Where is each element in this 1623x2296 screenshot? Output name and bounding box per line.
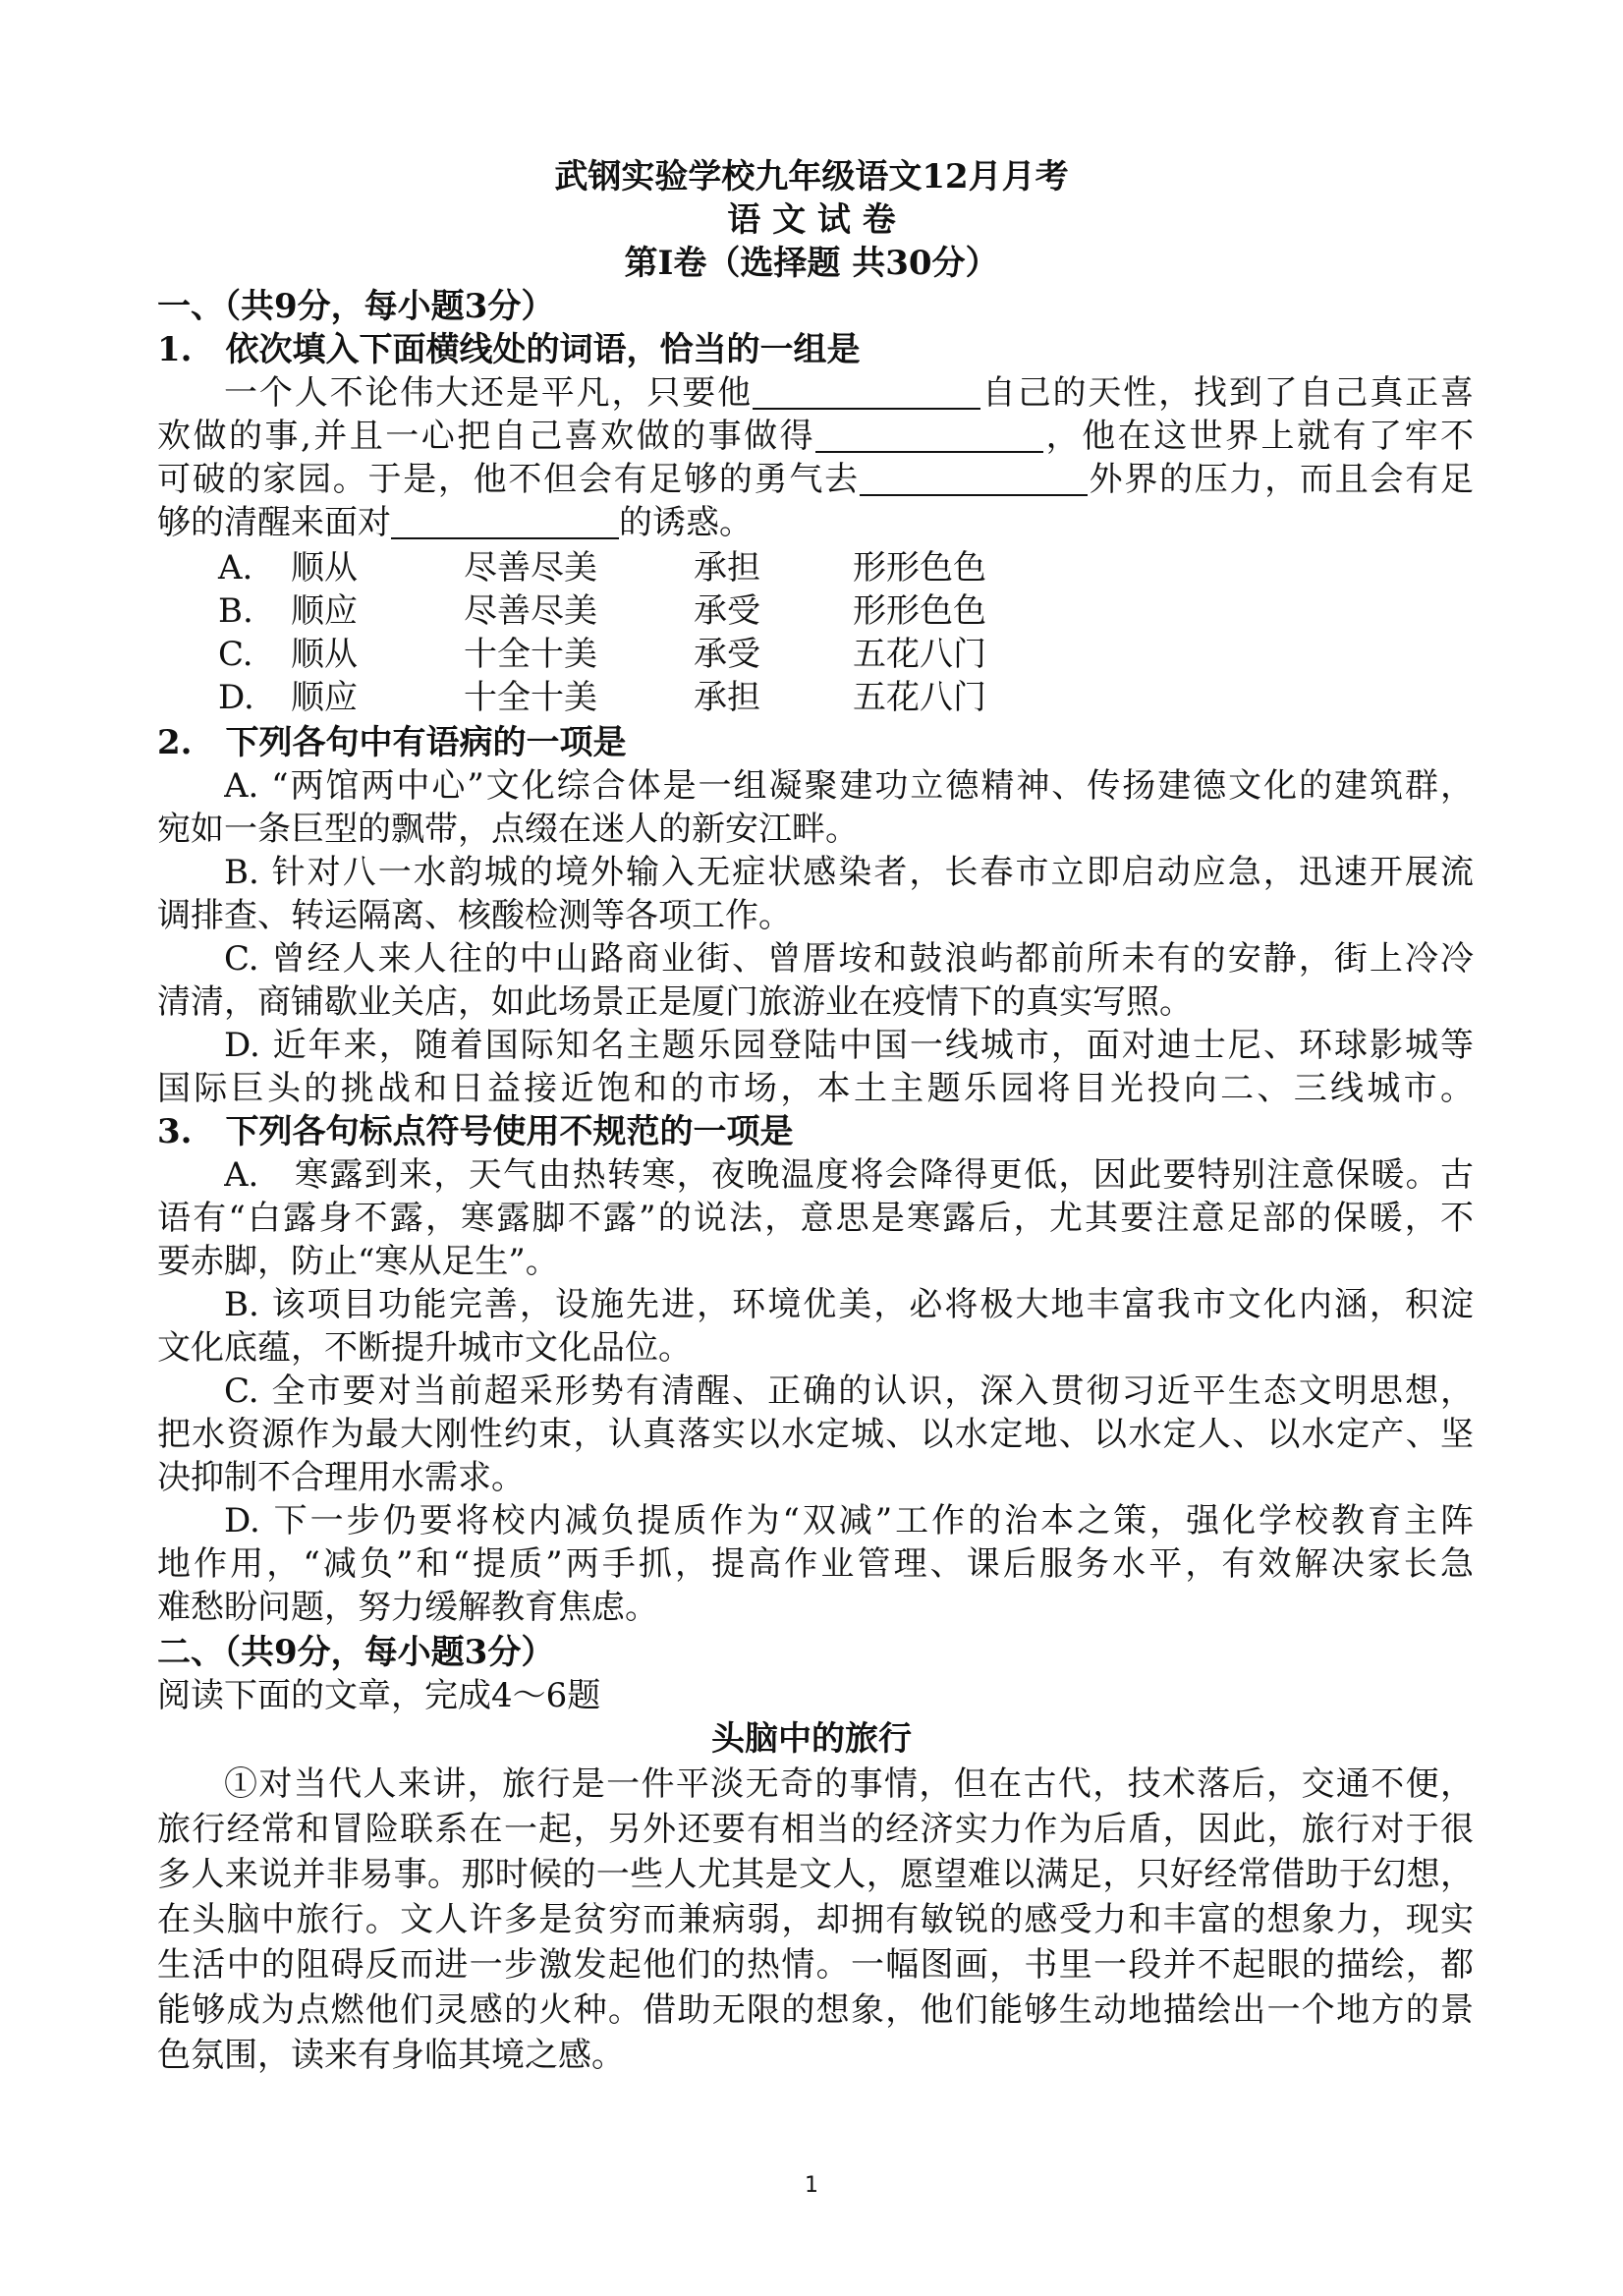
article-paragraph-line: 能够成为点燃他们灵感的火种。借助无限的想象，他们能够生动地描绘出一个地方的景: [157, 1990, 1474, 2030]
option-word: 形形色色: [853, 548, 986, 588]
volume-heading: 第Ⅰ卷（选择题 共30分）: [624, 244, 999, 283]
question-3-option-c-cont: 把水资源作为最大刚性约束，认真落实以水定城、以水定地、以水定人、以水定产、坚: [157, 1415, 1474, 1454]
option-word: 五花八门: [853, 635, 986, 674]
answer-blank: [860, 461, 1088, 496]
question-1-passage-line: [157, 415, 1474, 458]
option-letter: A.: [218, 548, 253, 588]
question-3-stem: 3. 下列各句标点符号使用不规范的一项是: [157, 1112, 794, 1151]
option-letter: D.: [218, 678, 254, 717]
passage-text: 欢做的事,并且一心把自己喜欢做的事做得: [157, 417, 816, 456]
question-2-stem: 2. 下列各句中有语病的一项是: [157, 723, 627, 762]
option-word: 承担: [694, 548, 760, 588]
article-paragraph-line: 生活中的阻碍反而进一步激发起他们的热情。一幅图画，书里一段并不起眼的描绘，都: [157, 1945, 1474, 1985]
option-word: 形形色色: [853, 591, 986, 631]
article-paragraph-line: 在头脑中旅行。文人许多是贫穷而兼病弱，却拥有敏锐的感受力和丰富的想象力，现实: [157, 1900, 1474, 1939]
question-2-option-d: D. 近年来，随着国际知名主题乐园登陆中国一线城市，面对迪士尼、环球影城等: [224, 1026, 1474, 1065]
passage-text: 自己的天性，找到了自己真正喜: [979, 373, 1474, 413]
passage-text: ，他在这世界上就有了牢不: [1043, 417, 1474, 456]
option-word: 顺应: [291, 678, 358, 717]
option-word: 顺应: [291, 591, 358, 631]
question-3-option-d: D. 下一步仍要将校内减负提质作为“双减”工作的治本之策，强化学校教育主阵: [224, 1501, 1474, 1540]
option-word: 尽善尽美: [464, 591, 597, 631]
option-word: 顺从: [291, 548, 358, 588]
section2-heading: 二、（共9分，每小题3分）: [157, 1633, 555, 1672]
option-letter: C.: [218, 635, 253, 674]
passage-text: 一个人不论伟大还是平凡，只要他: [224, 373, 753, 413]
option-word: 五花八门: [853, 678, 986, 717]
article-paragraph-line: ①对当代人来讲，旅行是一件平淡无奇的事情，但在古代，技术落后，交通不便，: [224, 1764, 1474, 1804]
option-word: 尽善尽美: [464, 548, 597, 588]
question-2-option-a-cont: 宛如一条巨型的飘带，点缀在迷人的新安江畔。: [157, 810, 859, 849]
section1-heading: 一、（共9分，每小题3分）: [157, 287, 555, 326]
answer-blank: [391, 504, 619, 539]
article-title: 头脑中的旅行: [711, 1719, 912, 1759]
passage-text: 可破的家园。于是，他不但会有足够的勇气去: [157, 460, 860, 499]
page-number: 1: [805, 2173, 818, 2198]
article-paragraph-line: 旅行经常和冒险联系在一起，另外还要有相当的经济实力作为后盾，因此，旅行对于很: [157, 1810, 1474, 1849]
option-letter: B.: [218, 591, 253, 631]
question-3-option-d-cont: 地作用，“减负”和“提质”两手抓，提高作业管理、课后服务水平，有效解决家长急: [157, 1544, 1474, 1584]
question-3-option-a-cont: 语有“白露身不露，寒露脚不露”的说法，意思是寒露后，尤其要注意足部的保暖，不: [157, 1199, 1474, 1238]
question-2-option-c: C. 曾经人来人往的中山路商业街、曾厝垵和鼓浪屿都前所未有的安静，街上冷冷: [224, 939, 1474, 979]
question-2-option-b: B. 针对八一水韵城的境外输入无症状感染者，长春市立即启动应急，迅速开展流: [224, 853, 1474, 892]
question-1-passage-line: [224, 371, 1474, 415]
exam-subtitle: 语 文 试 卷: [727, 200, 896, 240]
passage-text: 够的清醒来面对: [157, 503, 391, 542]
answer-blank: [753, 374, 980, 410]
option-word: 承受: [694, 591, 760, 631]
option-word: 顺从: [291, 635, 358, 674]
reading-instruction: 阅读下面的文章，完成4～6题: [157, 1676, 601, 1715]
question-3-option-b: B. 该项目功能完善，设施先进，环境优美，必将极大地丰富我市文化内涵，积淀: [224, 1285, 1474, 1324]
question-2-option-c-cont: 清清，商铺歇业关店，如此场景正是厦门旅游业在疫情下的真实写照。: [157, 982, 1193, 1022]
option-word: 十全十美: [464, 635, 597, 674]
question-3-option-c: C. 全市要对当前超采形势有清醒、正确的认识，深入贯彻习近平生态文明思想，: [224, 1372, 1474, 1411]
option-word: 承受: [694, 635, 760, 674]
question-3-option-a: A. 寒露到来，天气由热转寒，夜晚温度将会降得更低，因此要特别注意保暖。古: [224, 1155, 1474, 1195]
question-3-option-c-cont: 决抑制不合理用水需求。: [157, 1458, 525, 1497]
question-1-passage-line: [157, 458, 1474, 501]
passage-text: 的诱惑。: [619, 503, 753, 542]
question-1-stem: 1. 依次填入下面横线处的词语，恰当的一组是: [157, 330, 861, 369]
question-2-option-a: A. “两馆两中心”文化综合体是一组凝聚建功立德精神、传扬建德文化的建筑群，: [224, 766, 1474, 806]
option-word: 十全十美: [464, 678, 597, 717]
question-3-option-d-cont: 难愁盼问题，努力缓解教育焦虑。: [157, 1588, 658, 1627]
question-3-option-a-cont: 要赤脚，防止“寒从足生”。: [157, 1242, 559, 1281]
question-2-option-d-cont: 国际巨头的挑战和日益接近饱和的市场，本土主题乐园将目光投向二、三线城市。: [157, 1069, 1474, 1108]
question-2-option-b-cont: 调排查、转运隔离、核酸检测等各项工作。: [157, 896, 792, 935]
option-word: 承担: [694, 678, 760, 717]
passage-text: 外界的压力，而且会有足: [1087, 460, 1474, 499]
exam-title: 武钢实验学校九年级语文12月月考: [554, 157, 1069, 196]
article-paragraph-line: 色氛围，读来有身临其境之感。: [157, 2036, 625, 2075]
question-1-passage-line: [157, 501, 1474, 544]
question-3-option-b-cont: 文化底蕴，不断提升城市文化品位。: [157, 1328, 692, 1368]
article-paragraph-line: 多人来说并非易事。那时候的一些人尤其是文人，愿望难以满足，只好经常借助于幻想，: [157, 1855, 1474, 1894]
answer-blank: [815, 418, 1043, 453]
